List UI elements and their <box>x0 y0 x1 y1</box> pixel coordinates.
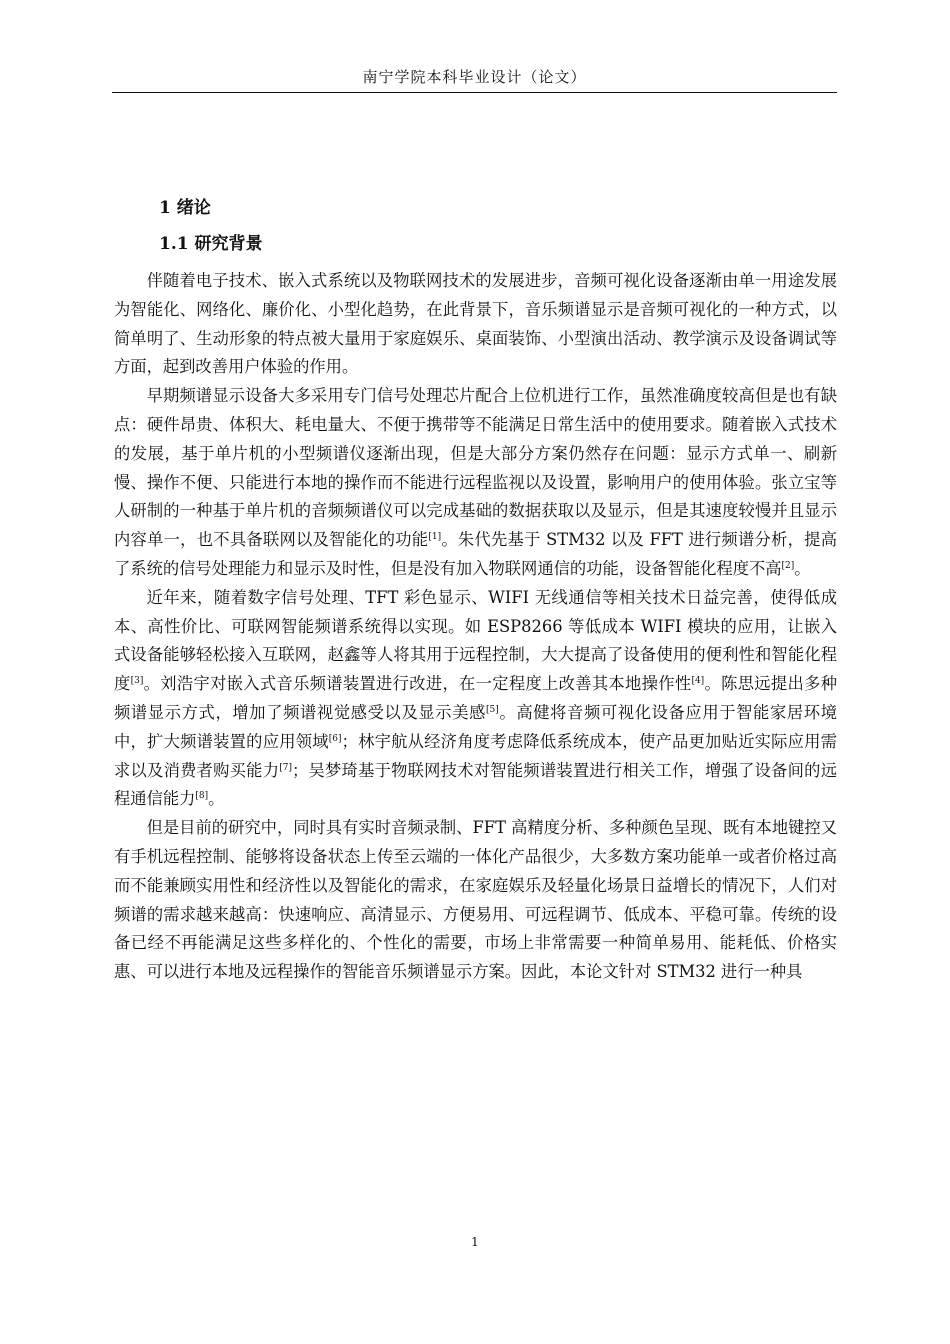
document-body <box>114 196 837 987</box>
chapter-heading: 1 绪论 <box>159 198 211 218</box>
paragraph-text: ；林宇航从经济角度考虑降低系统成本，使产品更加贴近实际应用需求以及消费者购买能力 <box>114 731 837 780</box>
paragraph-text: 。 <box>208 789 225 809</box>
citation-ref-7: [7] <box>279 762 292 773</box>
paragraph-2 <box>114 382 837 584</box>
section-heading: 1.1 研究背景 <box>159 234 263 254</box>
citation-ref-8: [8] <box>195 791 209 802</box>
paragraph-text: ；吴梦琦基于物联网技术对智能频谱装置进行相关工作，增强了设备间的远程通信能力 <box>114 760 837 809</box>
citation-ref-1: [1] <box>428 532 442 543</box>
citation-ref-4: [4] <box>691 676 705 687</box>
citation-ref-6: [6] <box>328 733 342 744</box>
paragraph-text: 早期频谱显示设备大多采用专门信号处理芯片配合上位机进行工作，虽然准确度较高但是也有缺点：硬件昂贵、体积大、耗电量大、不便于携带等不能满足日常生活中的使用要求。随着嵌入式技术的发展，基于单片机的小型频谱仪逐渐出现，但是大部分方案仍然存在问题：显示方式单一、刷新慢、操作不便、只能进行本地的操作而不能进行远程监视以及设置，影响用户的使用体验。张立宝等人研制的一种基于单片机的音频频谱仪可以完成基础的数据获取以及显示，但是其速度较慢并且显示内容单一，也不具备联网以及智能化的功能 <box>114 386 837 550</box>
paragraph-text: 。陈思远提出多种频谱显示方式，增加了频谱视觉感受以及显示美感 <box>114 674 837 722</box>
paragraph-text: 。刘浩宇对嵌入式音乐频谱装置进行改进，在一定程度上改善其本地操作性 <box>143 674 692 694</box>
paragraph-text: 伴随着电子技术、嵌入式系统以及物联网技术的发展进步，音频可视化设备逐渐由单一用途发展为智能化、网络化、廉价化、小型化趋势，在此背景下，音乐频谱显示是音频可视化的一种方式，以简单明了、生动形象的特点被大量用于家庭娱乐、桌面装饰、小型演出活动、教学演示及设备调试等方面，起到改善用户体验的作用。 <box>114 271 837 377</box>
paragraph-text: 。 <box>794 558 811 578</box>
paragraph-text: 但是目前的研究中，同时具有实时音频录制、FFT 高精度分析、多种颜色呈现、既有本地键控又有手机远程控制、能够将设备状态上传至云端的一体化产品很少，大多数方案功能单一或者价格过高而不能兼顾实用性和经济性以及智能化的需求，在家庭娱乐及轻量化场景日益增长的情况下，人们对频谱的需求越来越高：快速响应、高清显示、方便易用、可远程调节、低成本、平稳可靠。传统的设备已经不再能满足这些多样化的、个性化的需要，市场上非常需要一种简单易用、能耗低、价格实惠、可以进行本地及远程操作的智能音乐频谱显示方案。因此，本论文针对 STM32 进行一种具 <box>114 818 837 982</box>
paragraph-4 <box>114 814 837 987</box>
citation-ref-3: [3] <box>130 676 144 687</box>
paragraph-text: 。高健将音频可视化设备应用于智能家居环境中，扩大频谱装置的应用领域 <box>114 702 837 751</box>
paragraph-3 <box>114 584 837 814</box>
citation-ref-2: [2] <box>781 560 795 571</box>
citation-ref-5: [5] <box>486 704 499 715</box>
page-number: 1 <box>471 1235 479 1249</box>
paragraph-text: 近年来，随着数字信号处理、TFT 彩色显示、WIFI 无线通信等相关技术日益完善，使得低成本、高性价比、可联网智能频谱系统得以实现。如 ESP8266 等低成本 WIFI 模块的应用，让嵌入式设备能够轻松接入互联网，赵鑫等人将其用于远程控制，大大提高了设备使用的便利性和智能化程度 <box>114 587 837 694</box>
page-header <box>112 66 837 93</box>
paragraph-1 <box>114 267 837 382</box>
header-title: 南宁学院本科毕业设计（论文） <box>362 68 587 86</box>
paragraph-text: 。朱代先基于 STM32 以及 FFT 进行频谱分析，提高了系统的信号处理能力和显示及时性，但是没有加入物联网通信的功能，设备智能化程度不高 <box>114 530 837 578</box>
